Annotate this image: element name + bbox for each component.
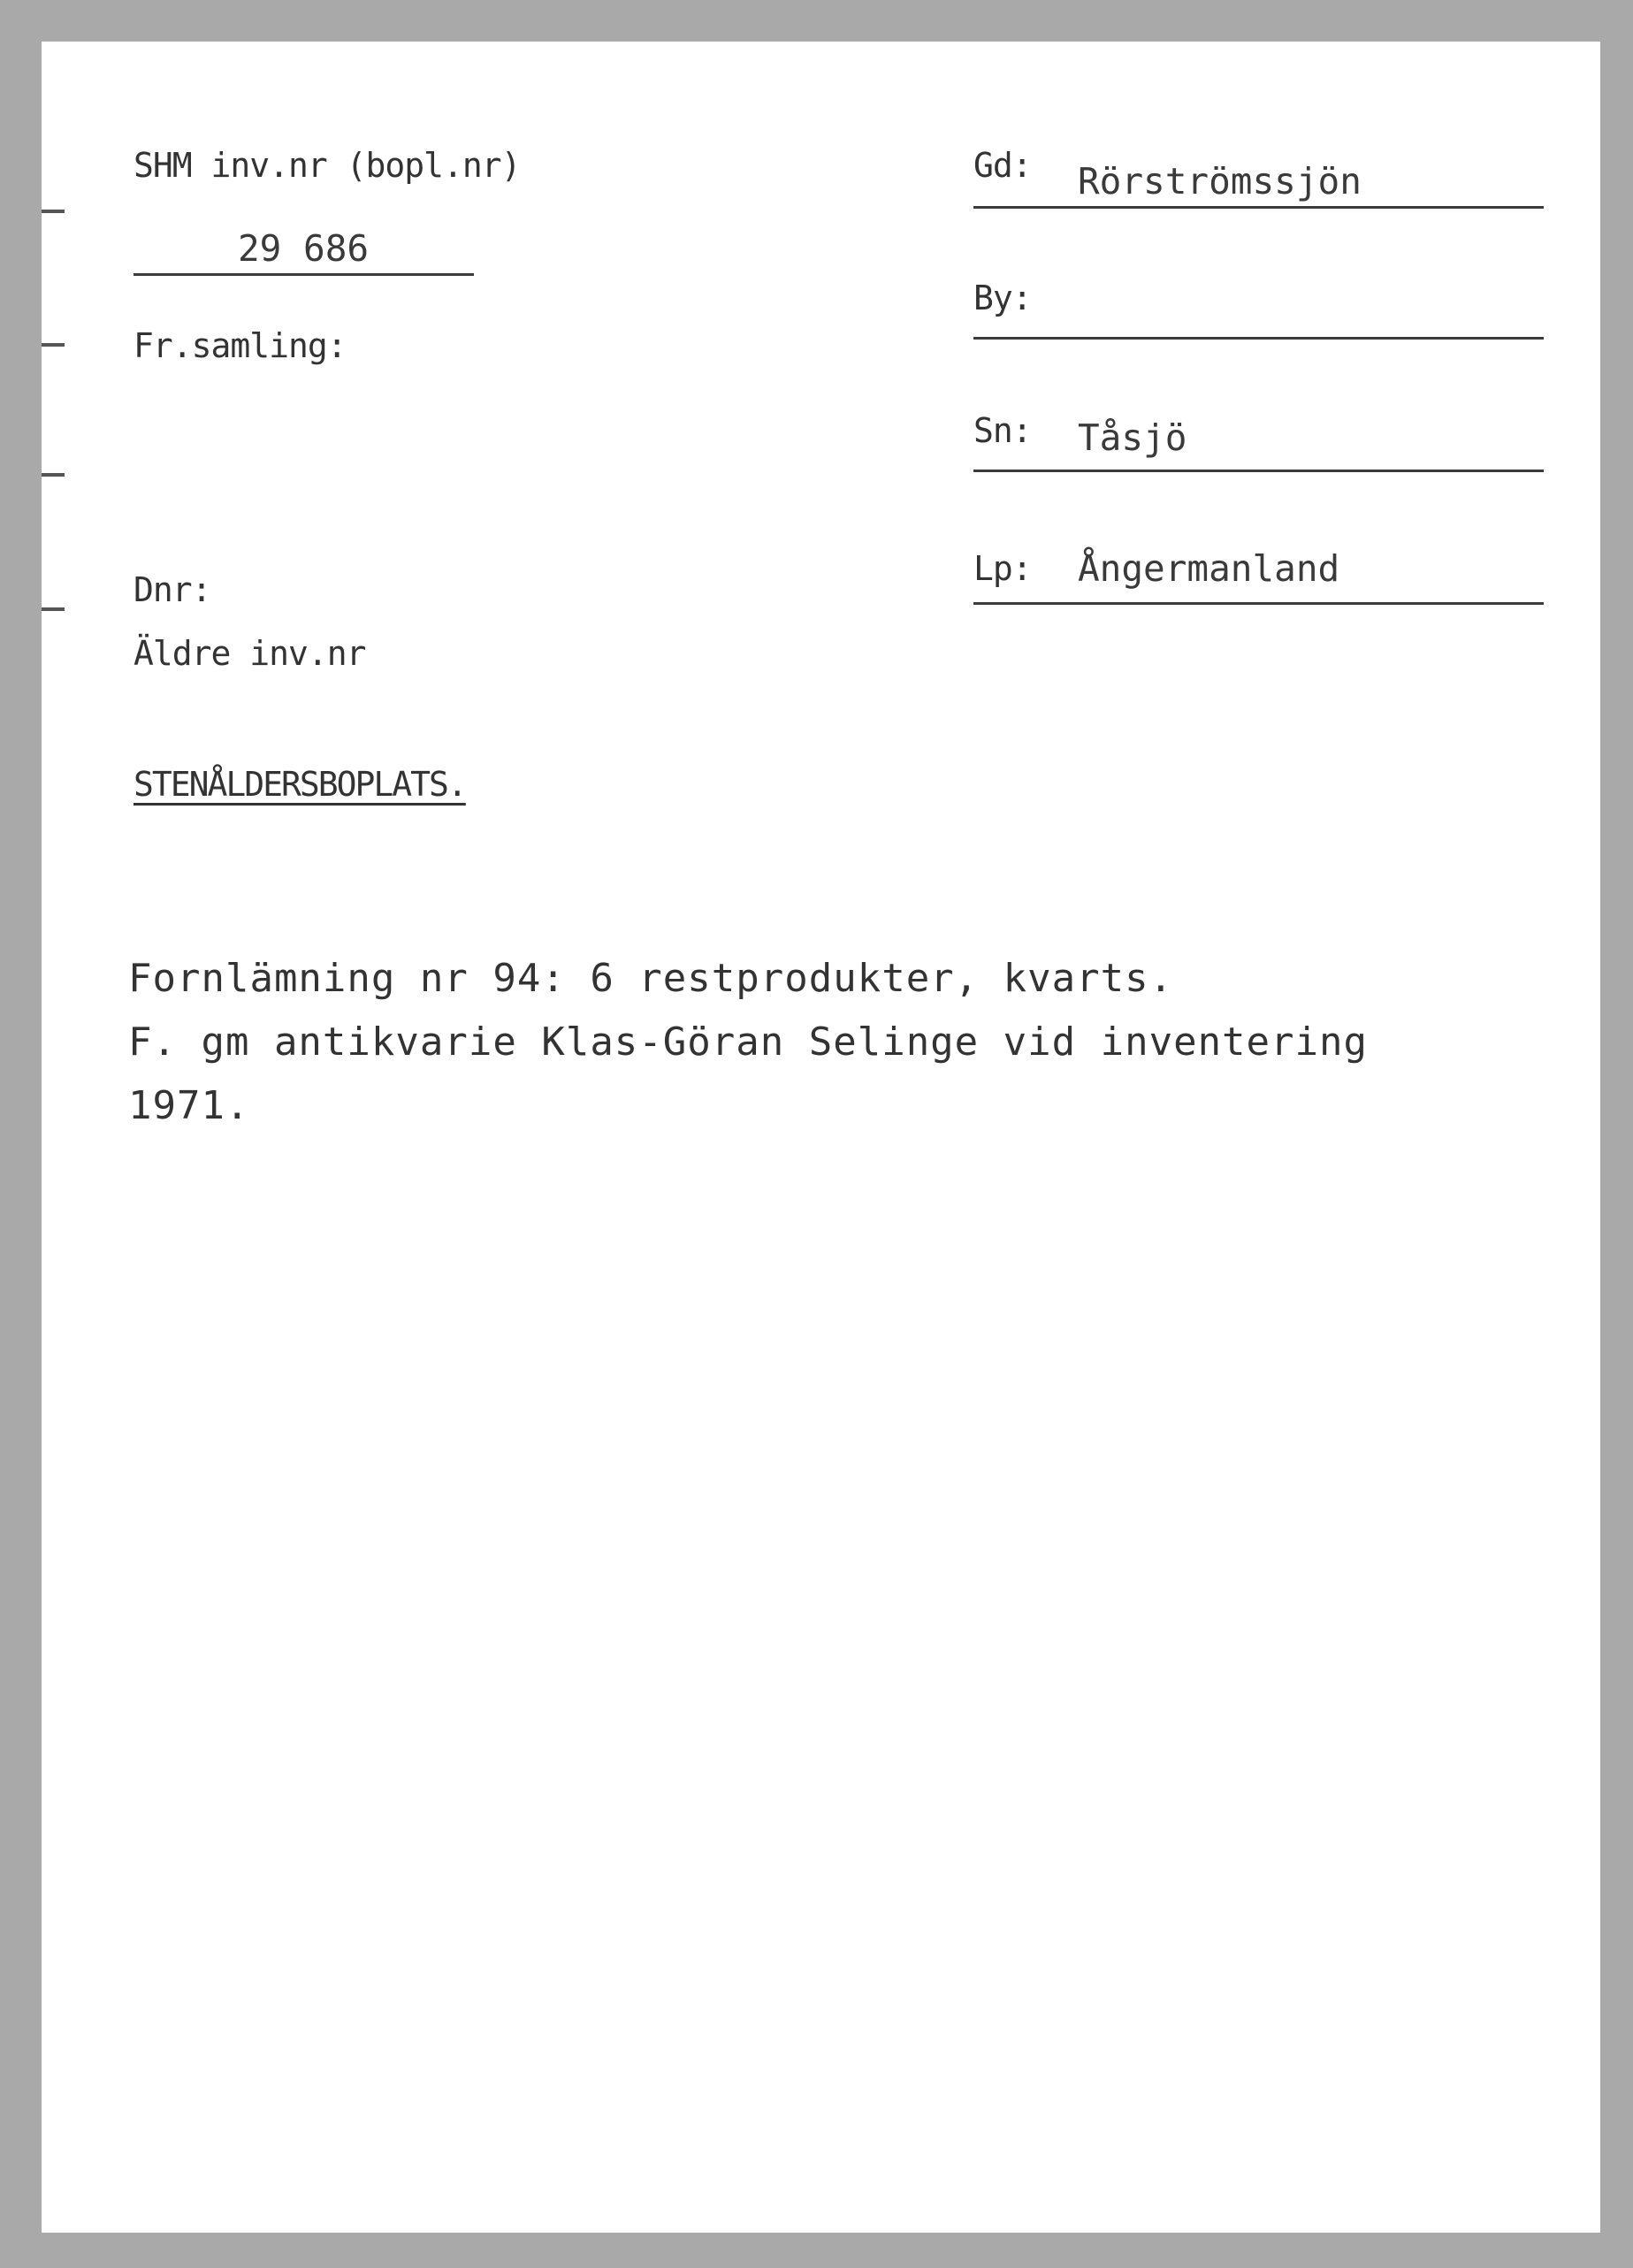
- description-line: Fornlämning nr 94: 6 restprodukter, kvarts.: [128, 956, 1174, 1001]
- edge-mark: [42, 607, 65, 611]
- inv-number-rule: [134, 273, 474, 276]
- by-rule: [973, 337, 1544, 340]
- dnr-label: Dnr:: [134, 570, 211, 609]
- sn-rule: [973, 470, 1544, 472]
- gd-label: Gd:: [973, 146, 1032, 185]
- catalog-card: [42, 42, 1600, 2233]
- description-line: 1971.: [128, 1083, 250, 1128]
- lp-value: Ångermanland: [1078, 547, 1340, 590]
- gd-rule: [973, 206, 1544, 209]
- gd-value: Rörströmssjön: [1078, 160, 1362, 202]
- edge-mark: [42, 473, 65, 477]
- inv-number-label: SHM inv.nr (bopl.nr): [134, 146, 521, 185]
- edge-mark: [42, 343, 65, 347]
- category-heading: STENÅLDERSBOPLATS.: [134, 765, 466, 804]
- sn-label: Sn:: [973, 411, 1032, 450]
- sn-value: Tåsjö: [1078, 416, 1187, 459]
- edge-mark: [42, 210, 65, 213]
- by-label: By:: [973, 279, 1032, 317]
- lp-rule: [973, 602, 1544, 605]
- inv-number-value: 29 686: [238, 227, 370, 270]
- description-line: F. gm antikvarie Klas-Göran Selinge vid inventering: [128, 1019, 1369, 1065]
- lp-label: Lp:: [973, 549, 1032, 588]
- fr-samling-label: Fr.samling:: [134, 326, 347, 365]
- older-inv-label: Äldre inv.nr: [134, 634, 366, 673]
